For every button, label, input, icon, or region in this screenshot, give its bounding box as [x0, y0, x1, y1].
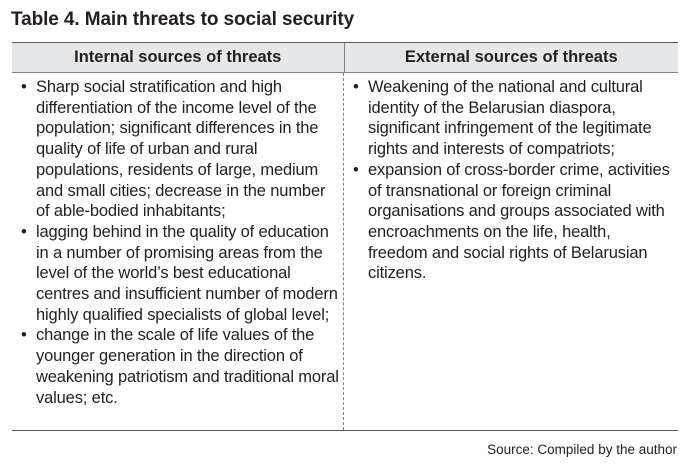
bullet-icon: • [21, 78, 27, 96]
bullet-icon: • [21, 222, 27, 241]
list-item [20, 222, 339, 326]
list-item [20, 325, 339, 408]
bullet-icon: • [353, 78, 359, 96]
internal-threats-cell [12, 73, 344, 430]
internal-threat-text: lagging behind in the quality of education in a number of promising areas from the level of the world’s best educational centres and insufficient number of modern highly qualified specialists of global level; [36, 222, 338, 324]
bullet-icon: • [21, 326, 27, 345]
external-threats-cell [344, 73, 678, 430]
external-threat-text: expansion of cross-border crime, activities of transnational or foreign criminal organisations and groups associated with encroachments on the life, health, freedom and social rights of Belarusian citizens. [368, 160, 670, 283]
internal-threats-list [20, 77, 339, 408]
external-threats-list [352, 77, 674, 284]
table-title: Table 4. Main threats to social security [11, 9, 355, 30]
source-note: Source: Compiled by the author [487, 442, 677, 457]
threats-table [12, 42, 678, 431]
list-item [352, 160, 674, 284]
table-body-row [12, 73, 678, 430]
table-header-row [12, 43, 678, 73]
header-internal-sources: Internal sources of threats [12, 43, 345, 72]
header-external-sources: External sources of threats [404, 48, 618, 66]
internal-threat-text: change in the scale of life values of the younger generation in the direction of weakening patriotism and traditional moral values; etc. [36, 326, 339, 407]
internal-threat-text: Sharp social stratification and high differentiation of the income level of the population; significant differences in the quality of life of urban and rural populations, residents of large, medium and small cities; decrease in the number of able-bodied inhabitants; [36, 78, 326, 221]
external-threat-text: Weakening of the national and cultural identity of the Belarusian diaspora, significant infringement of the legitimate rights and interests of compatriots; [368, 78, 652, 159]
list-item [352, 77, 674, 160]
bullet-icon: • [353, 160, 359, 179]
list-item [20, 77, 339, 222]
